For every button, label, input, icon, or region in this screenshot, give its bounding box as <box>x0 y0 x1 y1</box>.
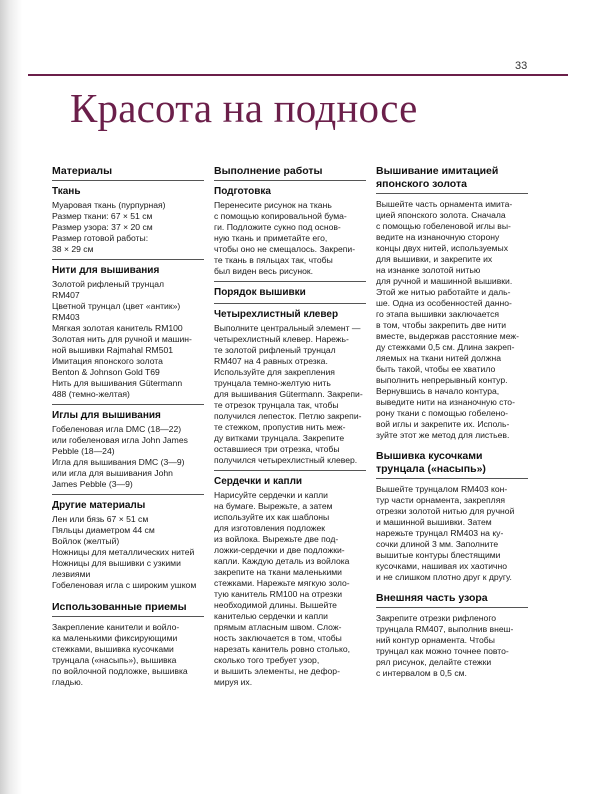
threads-heading: Нити для вышивания <box>52 265 160 276</box>
column-workflow <box>214 165 366 693</box>
outer-pattern-section <box>376 592 528 679</box>
other-materials-heading: Другие материалы <box>52 500 146 511</box>
workflow-heading: Выполнение работы <box>214 165 323 177</box>
techniques-heading: Использованные приемы <box>52 601 187 613</box>
clover-heading: Четырехлистный клевер <box>214 309 339 320</box>
list-item: Имитация японского золота <box>52 356 163 366</box>
other-materials-block <box>52 500 204 591</box>
page-number: 33 <box>515 60 528 72</box>
materials-section <box>52 165 204 591</box>
clover-text: Выполните центральный элемент — четырехлистный клевер. Нарежь- те золотой рифленый трунцал RM407 на 4 равных отрезка. Используйте для закрепления трунцала темно-желтую нить для вышивания Gütermann. Закрепи- те отрезок трунцала так, чтобы получился лепесток. Петлю закрепи- те стежком, пропустив нить меж- ду витками трунцала. Закрепите оставшиеся три отрезка, чтобы получился четырехлистный клевер. <box>214 323 363 465</box>
list-item: 488 (темно-желтая) <box>52 389 130 399</box>
list-item: Размер ткани: 67 × 51 см <box>52 211 153 221</box>
page-gutter-shadow <box>0 0 22 794</box>
threads-block <box>52 265 204 405</box>
purl-chips-heading-block <box>376 450 528 479</box>
purl-chips-section <box>376 450 528 583</box>
hearts-block <box>214 476 366 688</box>
fabric-heading: Ткань <box>52 186 81 197</box>
list-item: Ножницы для вышивки с узкими <box>52 558 181 568</box>
column-embroidery-steps <box>376 165 528 688</box>
hearts-heading: Сердечки и капли <box>214 476 303 487</box>
japanese-gold-heading-block <box>376 165 528 194</box>
needles-heading: Иглы для вышивания <box>52 410 161 421</box>
outer-pattern-text: Закрепите отрезки рифленого трунцала RM407, выполнив внеш- ний контур орнамента. Чтобы трунцал как можно точнее повто- рял рисунок, делайте стежки с интервалом в 0,5 см. <box>376 613 514 678</box>
list-item: Гобеленовая игла DMC (18—22) <box>52 424 182 434</box>
list-item: Мягкая золотая канитель RM100 <box>52 323 183 333</box>
header-rule <box>28 74 568 76</box>
divider <box>52 259 204 260</box>
techniques-heading-block <box>52 601 204 617</box>
preparation-text: Перенесите рисунок на ткань с помощью копировальной бума- ги. Подложите сукно под основ- ную ткань и приметайте его, чтобы оно не смещалось. Закрепи- те ткань в пяльцах так, чтобы был виден весь рисунок. <box>214 200 356 276</box>
threads-list <box>52 279 204 400</box>
preparation-block <box>214 186 366 282</box>
list-item: James Pebble (3—9) <box>52 479 133 489</box>
list-item: Ножницы для металлических нитей <box>52 547 195 557</box>
purl-chips-heading: Вышивка кусочками трунцала («насыпь») <box>376 450 486 475</box>
order-heading: Порядок вышивки <box>214 287 306 298</box>
divider <box>52 404 204 405</box>
materials-heading: Материалы <box>52 165 113 177</box>
list-item: RM407 <box>52 290 80 300</box>
list-item: или игла для вышивания John <box>52 468 173 478</box>
workflow-heading-block <box>214 165 366 181</box>
list-item: Гобеленовая игла с широким ушком <box>52 580 197 590</box>
hearts-text: Нарисуйте сердечки и капли на бумаге. Вырежьте, а затем используйте их как шаблоны для изготовления подложек из войлока. Вырежьте две под- ложки-сердечки и две подложки- капли. Каждую деталь из войлока закрепите на ткани маленькими стежками. Нарежьте мягкую золо- тую канитель RM100 на отрезки необходимой длины. Вышейте канителью сердечки и капли прямым атласным швом. Слож- ность заключается в том, чтобы нарезать канитель ровно столько, сколько того требует узор, и вышить элементы, не дефор- мируя их. <box>214 490 350 687</box>
list-item: Цветной трунцал (цвет «антик») <box>52 301 181 311</box>
list-item: Размер готовой работы: <box>52 233 149 243</box>
page-title: Красота на подносе <box>70 85 418 131</box>
list-item: Размер узора: 37 × 20 см <box>52 222 153 232</box>
techniques-section <box>52 601 204 688</box>
list-item: Нить для вышивания Gütermann <box>52 378 183 388</box>
fabric-block <box>52 186 204 260</box>
preparation-heading: Подготовка <box>214 186 271 197</box>
list-item: Лен или бязь 67 × 51 см <box>52 514 149 524</box>
divider <box>52 494 204 495</box>
outer-pattern-heading: Внешняя часть узора <box>376 592 488 604</box>
list-item: Игла для вышивания DMC (3—9) <box>52 457 185 467</box>
list-item: или гобеленовая игла John James <box>52 435 188 445</box>
list-item: Муаровая ткань (пурпурная) <box>52 200 166 210</box>
order-block <box>214 287 366 304</box>
list-item: 38 × 29 см <box>52 244 94 254</box>
divider <box>214 303 366 304</box>
list-item: Pebble (18—24) <box>52 446 115 456</box>
list-item: Benton & Johnson Gold T69 <box>52 367 160 377</box>
outer-pattern-heading-block <box>376 592 528 608</box>
japanese-gold-text: Вышейте часть орнамента имита- цией японского золота. Сначала с помощью гобеленовой иглы вы- ведите на изнаночную сторону концы двух нитей, используемых для вышивки, и закрепите их на изнанке золотой нитью для ручной и машинной вышивки. Этой же нитью работайте и даль- ше. Одна из особенностей данно- го этапа вышивки заключается в том, чтобы закрепить две нити вместе, выдержав расстояние меж- ду стежками 0,5 см. Длина закреп- ляемых на ткани нитей должна быть такой, чтобы ее хватило выполнить непрерывный контур. Вернувшись в начало контура, выведите нити на изнаночную сто- рону ткани с помощью гобелено- вой иглы и закрепите их. Исполь- зуйте этот же метод для листьев. <box>376 199 519 440</box>
list-item: лезвиями <box>52 569 91 579</box>
list-item: Золотой рифленый трунцал <box>52 279 165 289</box>
list-item: RM403 <box>52 312 80 322</box>
needles-block <box>52 410 204 495</box>
fabric-list <box>52 200 204 255</box>
other-materials-list <box>52 514 204 591</box>
purl-chips-text: Вышейте трунцалом RM403 кон- тур части орнамента, закрепляя отрезки золотой нитью для ручной и машинной вышивки. Затем нарежьте трунцал RM403 на ку- сочки длиной 3 мм. Заполните вышитые контуры блестящими кусочками, нашивая их хаотично и не слишком плотно друг к другу. <box>376 484 515 582</box>
list-item: Войлок (желтый) <box>52 536 120 546</box>
clover-block <box>214 309 366 471</box>
needles-list <box>52 424 204 490</box>
column-materials <box>52 165 204 697</box>
divider <box>214 281 366 282</box>
divider <box>214 470 366 471</box>
list-item: Пяльцы диаметром 44 см <box>52 525 155 535</box>
japanese-gold-section <box>376 165 528 441</box>
list-item: Золотая нить для ручной и машин- <box>52 334 192 344</box>
japanese-gold-heading: Вышивание имитацией японского золота <box>376 165 499 190</box>
list-item: ной вышивки Rajmahal RM501 <box>52 345 174 355</box>
materials-heading-block <box>52 165 204 181</box>
techniques-text: Закрепление канители и войло- ка маленькими фиксирующими стежками, вышивка кусочками трунцала («насыпь»), вышивка по войлочной подложке, вышивка гладью. <box>52 622 188 687</box>
